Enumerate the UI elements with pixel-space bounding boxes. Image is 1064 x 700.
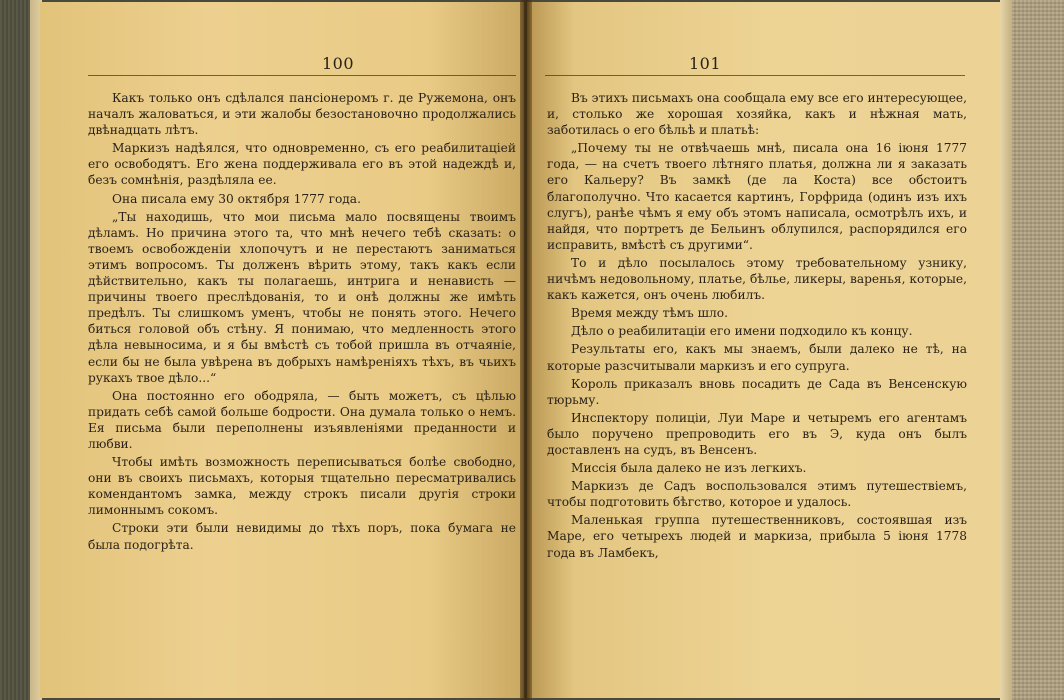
paragraph: Дѣло о реабилитаціи его имени подходило къ концу. <box>571 324 913 339</box>
paragraph: „Ты находишь, что мои письма мало посвящены твоимъ дѣламъ. Но причина этого та, что мнѣ нечего тебѣ сказать: о твоемъ освобожденіи хлопочутъ и не перестаютъ заниматься этимъ вопросомъ. Ты долженъ вѣрить этому, такъ какъ если дѣйствительно, какъ ты полагаешь, интрига и ненависть — причины твоего преслѣдованія, то и онѣ должны же имѣть предѣлъ. Ты слишкомъ уменъ, чтобы не понять этого. Нечего биться головой объ стѣну. Я понимаю, что медленность этого дѣла невыносима, и я бы вмѣстѣ съ тобой пришла въ отчаяніе, если бы не была увѣрена въ добрыхъ намѣреніяхъ тѣхъ, въ чьихъ рукахъ твое дѣло...“ <box>88 209 516 385</box>
header-rule <box>88 75 516 76</box>
paragraph: Маркизъ надѣялся, что одновременно, съ его реабилитаціей его освободятъ. Его жена поддерживала его въ этой надеждѣ и, безъ сомнѣнія, раздѣляла ее. <box>88 141 516 188</box>
paragraph: Инспектору полиціи, Луи Марe и четыремъ его агентамъ было поручено препроводить его въ Э, куда онъ былъ доставленъ на судъ, въ Венсенъ. <box>547 410 967 457</box>
page-number: 100 <box>322 54 355 73</box>
paragraph: „Почему ты не отвѣчаешь мнѣ, писала она 16 іюня 1777 года, — на счетъ твоего лѣтняго платья, должна ли я заказать его Кальеру? Въ замкѣ (де ла Коста) все обстоитъ благополучно. Что касается картинъ, Горфрида (одинъ изъ ихъ слугъ), ранѣе чѣмъ я ему объ этомъ написала, осмотрѣлъ ихъ, и найдя, что портретъ де Бельинъ облупился, распорядился его исправить, вмѣстѣ съ другими“. <box>547 141 967 252</box>
book-gutter <box>520 0 532 700</box>
paragraph: Какъ только онъ сдѣлался пансіонеромъ г. де Ружемона, онъ началъ жаловаться, и эти жалобы безостановочно продолжались двѣнадцать лѣтъ. <box>88 91 516 138</box>
page-body <box>547 90 967 563</box>
paragraph: Чтобы имѣть возможность переписываться болѣе свободно, они въ своихъ письмахъ, которыя тщательно пересматривались комендантомъ замка, между строкъ писали другія строки лимоннымъ сокомъ. <box>88 455 516 518</box>
book-cover-left <box>0 0 30 700</box>
paragraph: Маркизъ де Садъ воспользовался этимъ путешествіемъ, чтобы подготовить бѣгство, которое и удалось. <box>547 479 967 510</box>
paragraph: Время между тѣмъ шло. <box>571 306 728 321</box>
paragraph: Миссія была далеко не изъ легкихъ. <box>571 461 807 476</box>
right-page <box>527 2 1003 698</box>
paragraph: Въ этихъ письмахъ она сообщала ему все его интересующее, и, столько же хорошая хозяйка, какъ и нѣжная мать, заботилась о его бѣльѣ и платьѣ: <box>547 91 967 138</box>
header-rule <box>545 75 965 76</box>
left-page <box>40 2 524 698</box>
paragraph: Она постоянно его ободряла, — быть можетъ, съ цѣлью придать себѣ самой больше бодрости. Она думала только о немъ. Ея письма были переполнены изъявленіями преданности и любви. <box>88 388 516 451</box>
paragraph: Строки эти были невидимы до тѣхъ поръ, пока бумага не была подогрѣта. <box>88 521 516 552</box>
paragraph: Маленькая группа путешественниковъ, состоявшая изъ Марe, его четырехъ людей и маркиза, прибыла 5 іюня 1778 года въ Ламбекъ, <box>547 513 967 560</box>
paragraph: Она писала ему 30 октября 1777 года. <box>112 191 361 206</box>
page-number: 101 <box>689 54 722 73</box>
book-cover-right <box>1012 0 1064 700</box>
paragraph: Король приказалъ вновь посадить де Сада въ Венсенскую тюрьму. <box>547 376 967 407</box>
paragraph: То и дѣло посылалось этому требовательному узнику, ничѣмъ недовольному, платье, бѣлье, ликеры, варенья, которые, какъ кажется, онъ очень любилъ. <box>547 255 967 303</box>
page-body <box>88 90 516 555</box>
paragraph: Результаты его, какъ мы знаемъ, были далеко не тѣ, на которые разсчитывали маркизъ и его супруга. <box>547 342 967 373</box>
